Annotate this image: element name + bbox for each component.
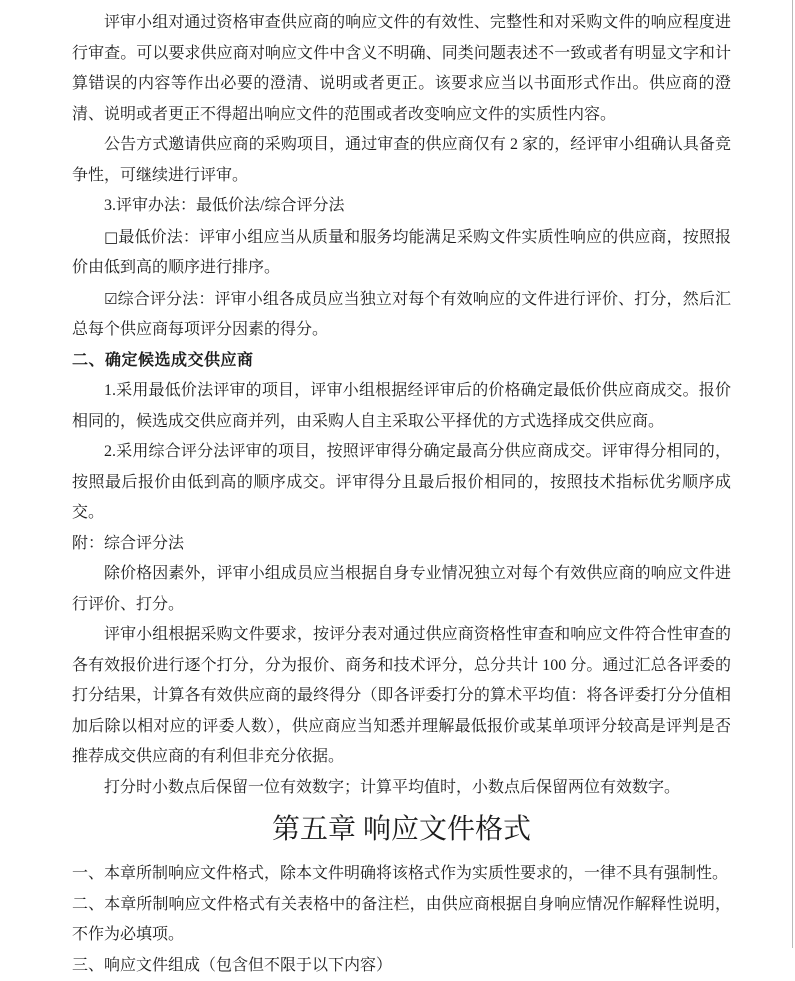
paragraph-response-document-composition: 三、响应文件组成（包含但不限于以下内容） [72,951,731,981]
page-right-edge [792,0,793,948]
paragraph-remarks-column: 二、本章所制响应文件格式有关表格中的备注栏，由供应商根据自身响应情况作解释性说明，不作为必填项。 [72,890,731,951]
option-comprehensive-scoring-text: 综合评分法：评审小组各成员应当独立对每个有效响应的文件进行评价、打分，然后汇总每个供应商每项评分因素的得分。 [72,291,731,339]
checkbox-checked-icon: ☑ [104,290,117,308]
checkbox-unchecked-icon: □ [104,228,118,246]
paragraph-comprehensive-scoring-method [72,284,731,346]
paragraph-announcement-invite: 公告方式邀请供应商的采购项目，通过审查的供应商仅有 2 家的，经评审小组确认具备竞争性，可继续进行评审。 [72,130,731,191]
paragraph-scoring-procedure: 评审小组根据采购文件要求，按评分表对通过供应商资格性审查和响应文件符合性审查的各有效报价进行逐个打分，分为报价、商务和技术评分，总分共计 100 分。通过汇总各评委的打分结果，计算各有效供应商的最终得分（即各评委打分的算术平均值：将各评委打分分值相加后除以相对应的评委人数），供应商应当知悉并理解最低报价或某单项评分较高是评判是否推荐成交供应商的有利但非充分依据。 [72,620,731,773]
paragraph-review-scope: 评审小组对通过资格审查供应商的响应文件的有效性、完整性和对采购文件的响应程度进行审查。可以要求供应商对响应文件中含义不明确、同类问题表述不一致或者有明显文字和计算错误的内容等作出必要的澄清、说明或者更正。该要求应当以书面形式作出。供应商的澄清、说明或者更正不得超出响应文件的范围或者改变响应文件的实质性内容。 [72,8,731,130]
paragraph-decimal-rules: 打分时小数点后保留一位有效数字；计算平均值时，小数点后保留两位有效数字。 [72,773,731,804]
paragraph-lowest-price-method [72,222,731,284]
paragraph-appendix-label: 附：综合评分法 [72,529,731,560]
chapter-heading-response-document-format: 第五章 响应文件格式 [72,807,731,853]
paragraph-non-price-factors: 除价格因素外，评审小组成员应当根据自身专业情况独立对每个有效供应商的响应文件进行评价、打分。 [72,559,731,620]
paragraph-evaluation-methods: 3.评审办法：最低价法/综合评分法 [72,191,731,222]
option-lowest-price-text: 最低价法：评审小组应当从质量和服务均能满足采购文件实质性响应的供应商，按照报价由低到高的顺序进行排序。 [72,229,731,277]
paragraph-comprehensive-score-award: 2.采用综合评分法评审的项目，按照评审得分确定最高分供应商成交。评审得分相同的，按照最后报价由低到高的顺序成交。评审得分且最后报价相同的，按照技术指标优劣顺序成交。 [72,437,731,529]
paragraph-format-not-mandatory: 一、本章所制响应文件格式，除本文件明确将该格式作为实质性要求的，一律不具有强制性。 [72,859,731,890]
paragraph-lowest-price-award: 1.采用最低价法评审的项目，评审小组根据经评审后的价格确定最低价供应商成交。报价相同的，候选成交供应商并列，由采购人自主采取公平择优的方式选择成交供应商。 [72,376,731,437]
section-heading-determine-candidate-suppliers: 二、确定候选成交供应商 [72,346,731,377]
